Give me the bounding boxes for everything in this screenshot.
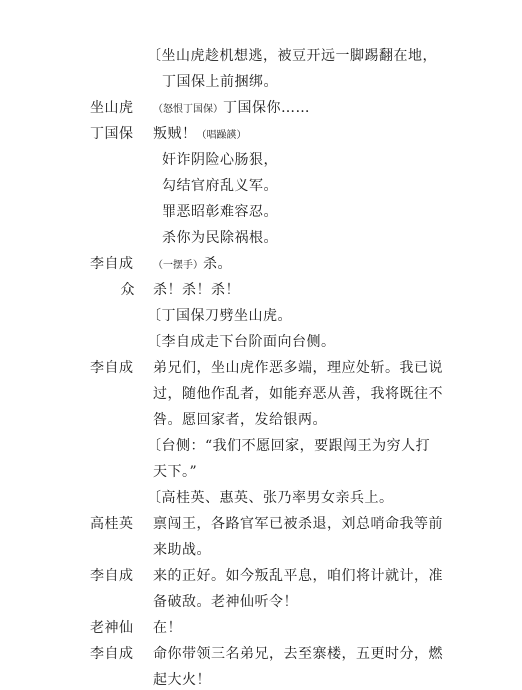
dialogue-text: 过，随他作乱者，如能弃恶从善，我将既往不 (153, 386, 443, 402)
speaker-label: 李自成 (90, 568, 134, 584)
verse-line: 杀你为民除祸根。 (162, 230, 278, 246)
verse-line: 勾结官府乱义军。 (162, 178, 278, 194)
stage-direction: 〔丁国保刀劈坐山虎。 (147, 308, 292, 324)
speaker-label: 高桂英 (90, 516, 134, 532)
dialogue-text: 弟兄们，坐山虎作恶多端，理应处斩。我已说 (153, 360, 443, 376)
dialogue-text: 丁国保你…… (223, 100, 310, 116)
speaker-label: 李自成 (90, 646, 134, 662)
dialogue-text: 咎。愿回家者，发给银两。 (153, 412, 327, 428)
speaker-label: 众 (120, 282, 135, 298)
stage-direction: 〔台侧：“我们不愿回家，要跟闯王为穷人打 (147, 438, 431, 454)
speaker-label: 老神仙 (90, 620, 134, 636)
stage-direction: 〔高桂英、惠英、张乃率男女亲兵上。 (147, 490, 394, 506)
dialogue-text: 杀。 (203, 256, 232, 272)
dialogue-text: 叛贼！ (153, 126, 197, 142)
stage-direction: 〔坐山虎趁机想逃，被豆开远一脚踢翻在地， (147, 48, 437, 64)
dialogue-text: 在！ (153, 620, 182, 636)
stage-note: （一摆手） (153, 260, 203, 271)
stage-note: （唱躁韺） (196, 130, 247, 141)
stage-direction-cont: 丁国保上前捆绑。 (162, 74, 278, 90)
dialogue-line (153, 254, 232, 274)
stage-note: （怒恨丁国保） (153, 104, 223, 115)
speaker-label: 丁国保 (90, 126, 134, 142)
speaker-label: 坐山虎 (90, 100, 134, 116)
dialogue-text: 备破敌。老神仙听令！ (153, 594, 298, 610)
dialogue-text: 来的正好。如今叛乱平息，咱们将计就计，准 (153, 568, 443, 584)
dialogue-text: 来助战。 (153, 542, 211, 558)
speaker-label: 李自成 (90, 256, 134, 272)
dialogue-line (153, 98, 310, 118)
stage-direction-cont: 天下。” (153, 464, 198, 480)
dialogue-text: 起大火！ (153, 672, 211, 688)
dialogue-line (153, 124, 247, 144)
verse-line: 罪恶昭彰难容忍。 (162, 204, 278, 220)
stage-direction: 〔李自成走下台阶面向台侧。 (147, 334, 336, 350)
speaker-label: 李自成 (90, 360, 134, 376)
dialogue-text: 命你带领三名弟兄，去至寨楼，五更时分，燃 (153, 646, 443, 662)
dialogue-text: 杀！杀！杀！ (153, 282, 240, 298)
verse-line: 奸诈阴险心肠狠， (162, 152, 278, 168)
dialogue-text: 禀闯王，各路官军已被杀退，刘总哨命我等前 (153, 516, 443, 532)
